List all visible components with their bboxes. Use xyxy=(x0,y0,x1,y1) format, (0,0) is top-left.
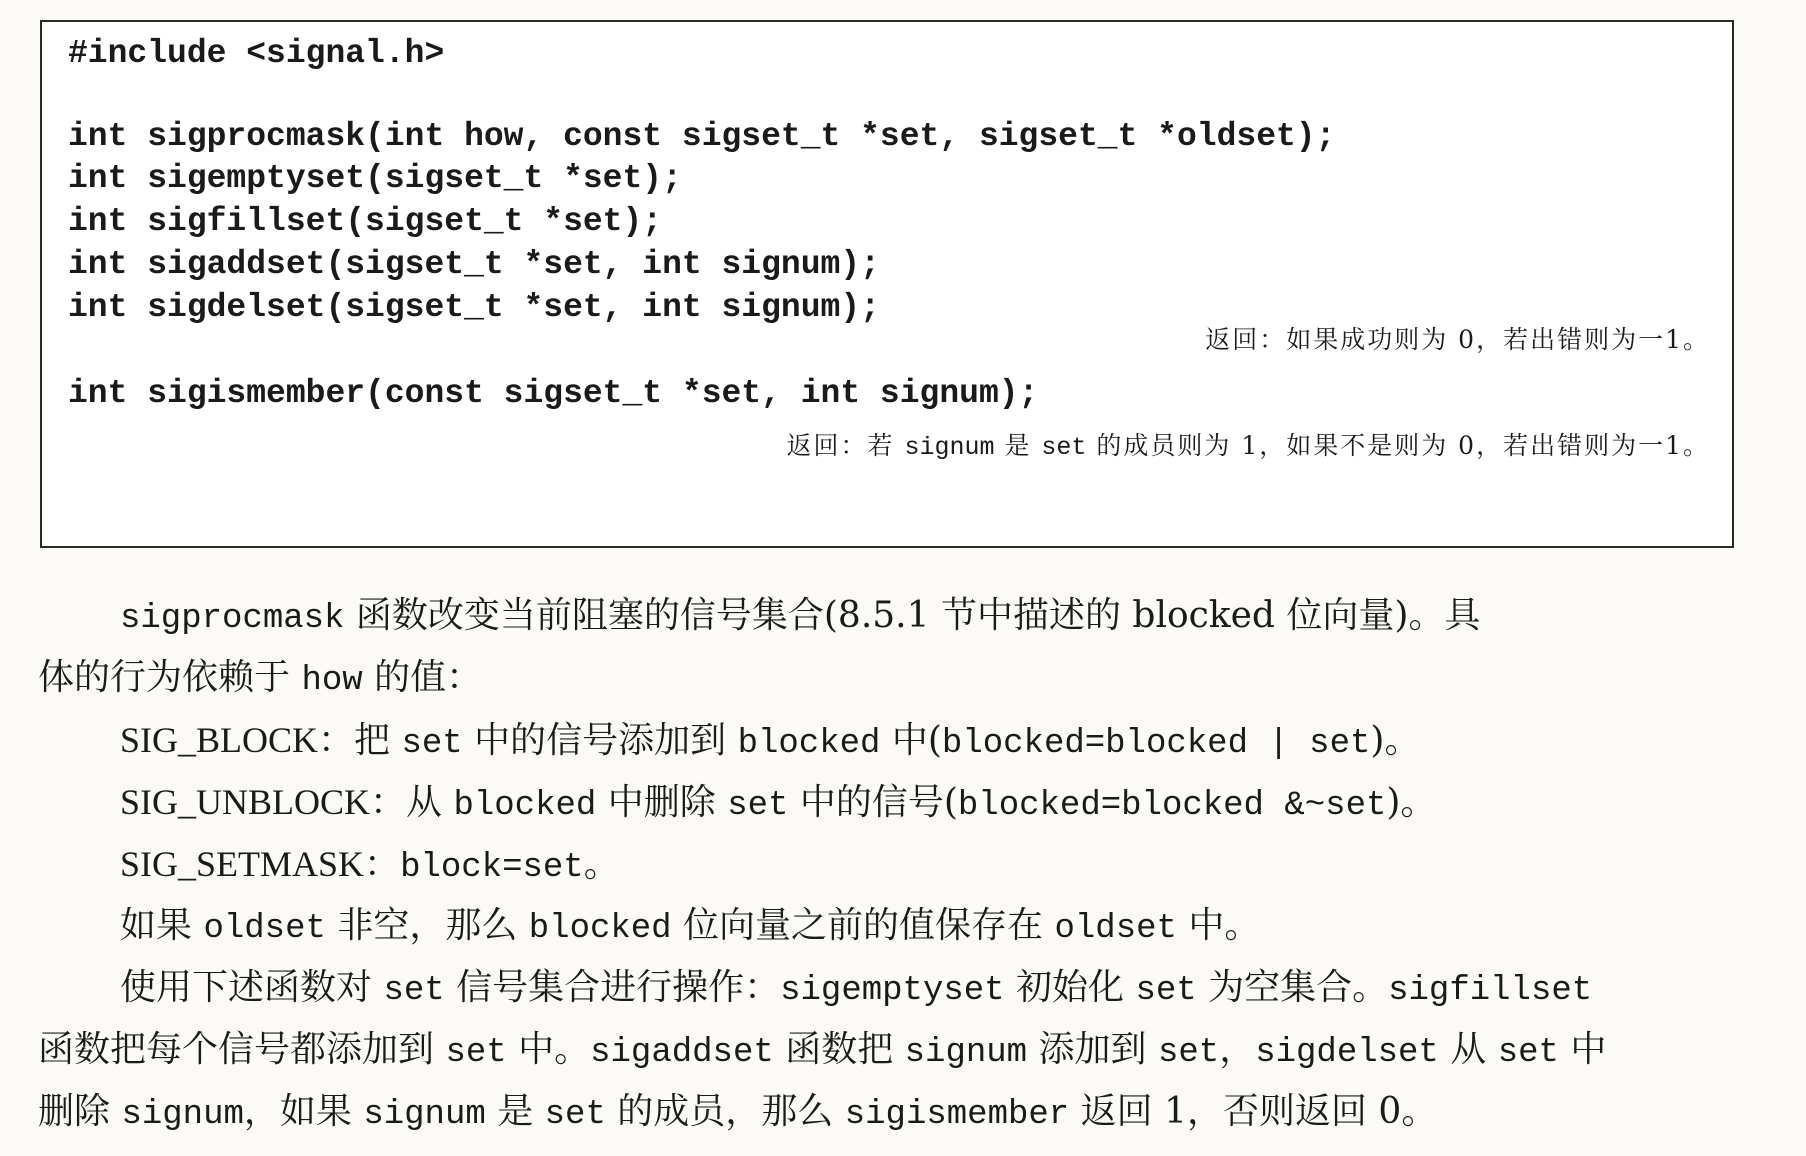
code-sigprocmask: int sigprocmask(int how, const sigset_t *set, sigset_t *oldset); xyxy=(68,118,1336,155)
paragraph-functions-line-2: 函数把每个信号都添加到 set 中。sigaddset 函数把 signum 添加到 set，sigdelset 从 set 中 xyxy=(38,1029,1607,1072)
return-note-1: 返回：如果成功则为 0，若出错则为一1。 xyxy=(1205,325,1710,354)
paragraph-sig-unblock: SIG_UNBLOCK：从 blocked 中删除 set 中的信号(blocked=blocked &~set)。 xyxy=(120,782,1437,825)
paragraph-sig-setmask: SIG_SETMASK：block=set。 xyxy=(120,844,620,887)
paragraph-sig-block: SIG_BLOCK：把 set 中的信号添加到 blocked 中(blocked=blocked | set)。 xyxy=(120,720,1421,763)
paragraph-line-2: 体的行为依赖于 how 的值： xyxy=(38,657,483,700)
code-sigfillset: int sigfillset(sigset_t *set); xyxy=(68,203,663,240)
code-sigemptyset: int sigemptyset(sigset_t *set); xyxy=(68,160,682,197)
function-prototype-box xyxy=(40,20,1734,548)
paragraph-functions-line-1: 使用下述函数对 set 信号集合进行操作：sigemptyset 初始化 set 为空集合。sigfillset xyxy=(120,967,1593,1010)
return-note-2: 返回：若 signum 是 set 的成员则为 1，如果不是则为 0，若出错则为一1。 xyxy=(786,431,1710,462)
code-sigismember: int sigismember(const sigset_t *set, int signum); xyxy=(68,375,1039,412)
paragraph-line-1: sigprocmask 函数改变当前阻塞的信号集合(8.5.1 节中描述的 blocked 位向量)。具 xyxy=(120,595,1481,638)
paragraph-oldset: 如果 oldset 非空，那么 blocked 位向量之前的值保存在 oldset 中。 xyxy=(120,905,1261,948)
code-sigdelset: int sigdelset(sigset_t *set, int signum); xyxy=(68,289,880,326)
code-include: #include <signal.h> xyxy=(68,35,445,72)
code-sigaddset: int sigaddset(sigset_t *set, int signum); xyxy=(68,246,880,283)
paragraph-functions-line-3: 删除 signum，如果 signum 是 set 的成员，那么 sigismember 返回 1，否则返回 0。 xyxy=(38,1091,1438,1134)
